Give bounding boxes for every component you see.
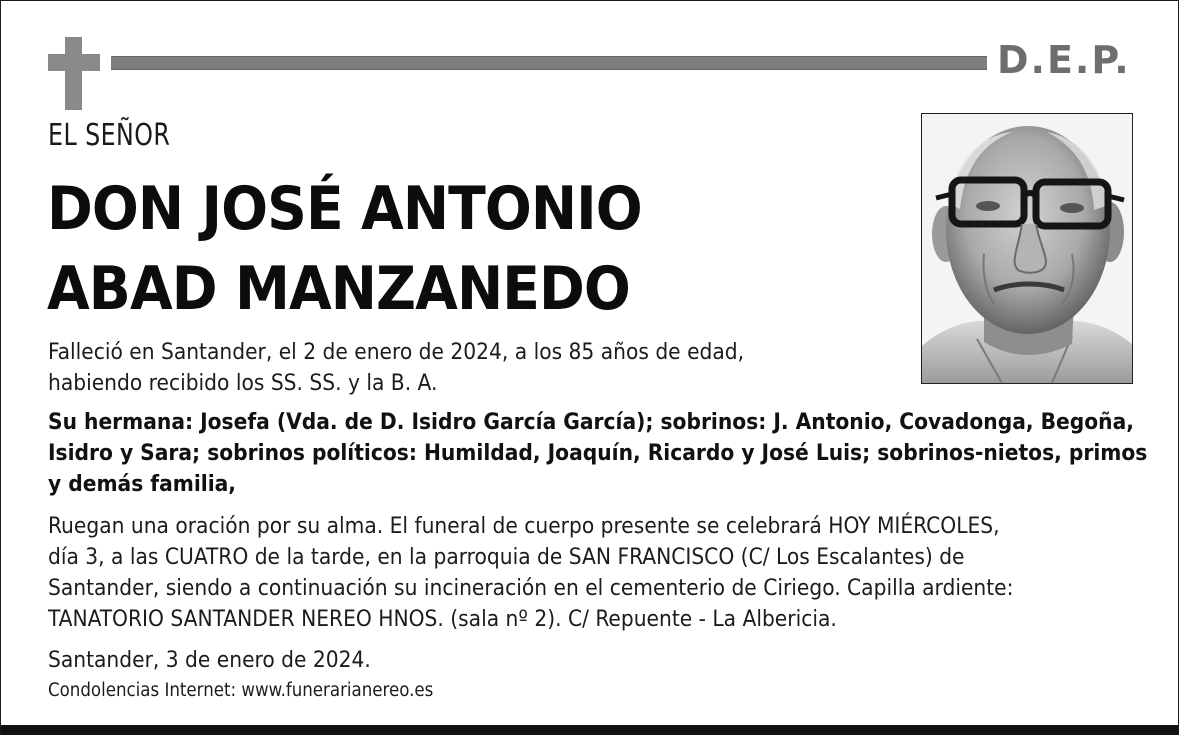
family-line-2: Isidro y Sara; sobrinos políticos: Humildad, Joaquín, Ricardo y José Luis; sobrinos-nietos, primos — [48, 440, 1148, 466]
header-rule — [111, 56, 987, 70]
bottom-rule — [1, 725, 1178, 735]
honorific: EL SEÑOR — [48, 118, 171, 153]
condolences — [48, 678, 433, 704]
death-details — [48, 337, 908, 399]
place-and-date: Santander, 3 de enero de 2024. — [48, 647, 371, 673]
death-line-1: Falleció en Santander, el 2 de enero de 2024, a los 85 años de edad, — [48, 339, 745, 365]
ceremony-line-4: TANATORIO SANTANDER NEREO HNOS. (sala nº 2). C/ Repuente - La Albericia. — [48, 606, 837, 632]
family-members — [48, 407, 1148, 500]
funeral-details — [48, 511, 1148, 635]
condolences-label: Condolencias Internet: — [48, 680, 237, 701]
name-line-2: ABAD MANZANEDO — [47, 254, 630, 324]
ceremony-line-3: Santander, siendo a continuación su incineración en el cementerio de Ciriego. Capilla ardiente: — [48, 575, 1014, 601]
cross-icon — [48, 37, 100, 110]
ceremony-line-2: día 3, a las CUATRO de la tarde, en la parroquia de SAN FRANCISCO (C/ Los Escalantes) de — [48, 544, 965, 570]
condolences-link[interactable]: www.funerarianereo.es — [241, 680, 434, 701]
portrait-photo — [921, 113, 1133, 384]
deceased-name — [47, 169, 642, 329]
dep-label: D.E.P. — [997, 38, 1131, 82]
family-line-1: Su hermana: Josefa (Vda. de D. Isidro García García); sobrinos: J. Antonio, Covadonga, Begoña, — [48, 409, 1134, 435]
family-line-3: y demás familia, — [48, 471, 236, 497]
ceremony-line-1: Ruegan una oración por su alma. El funeral de cuerpo presente se celebrará HOY MIÉRCOLES, — [48, 513, 1000, 539]
name-line-1: DON JOSÉ ANTONIO — [47, 174, 642, 244]
death-line-2: habiendo recibido los SS. SS. y la B. A. — [48, 370, 438, 396]
